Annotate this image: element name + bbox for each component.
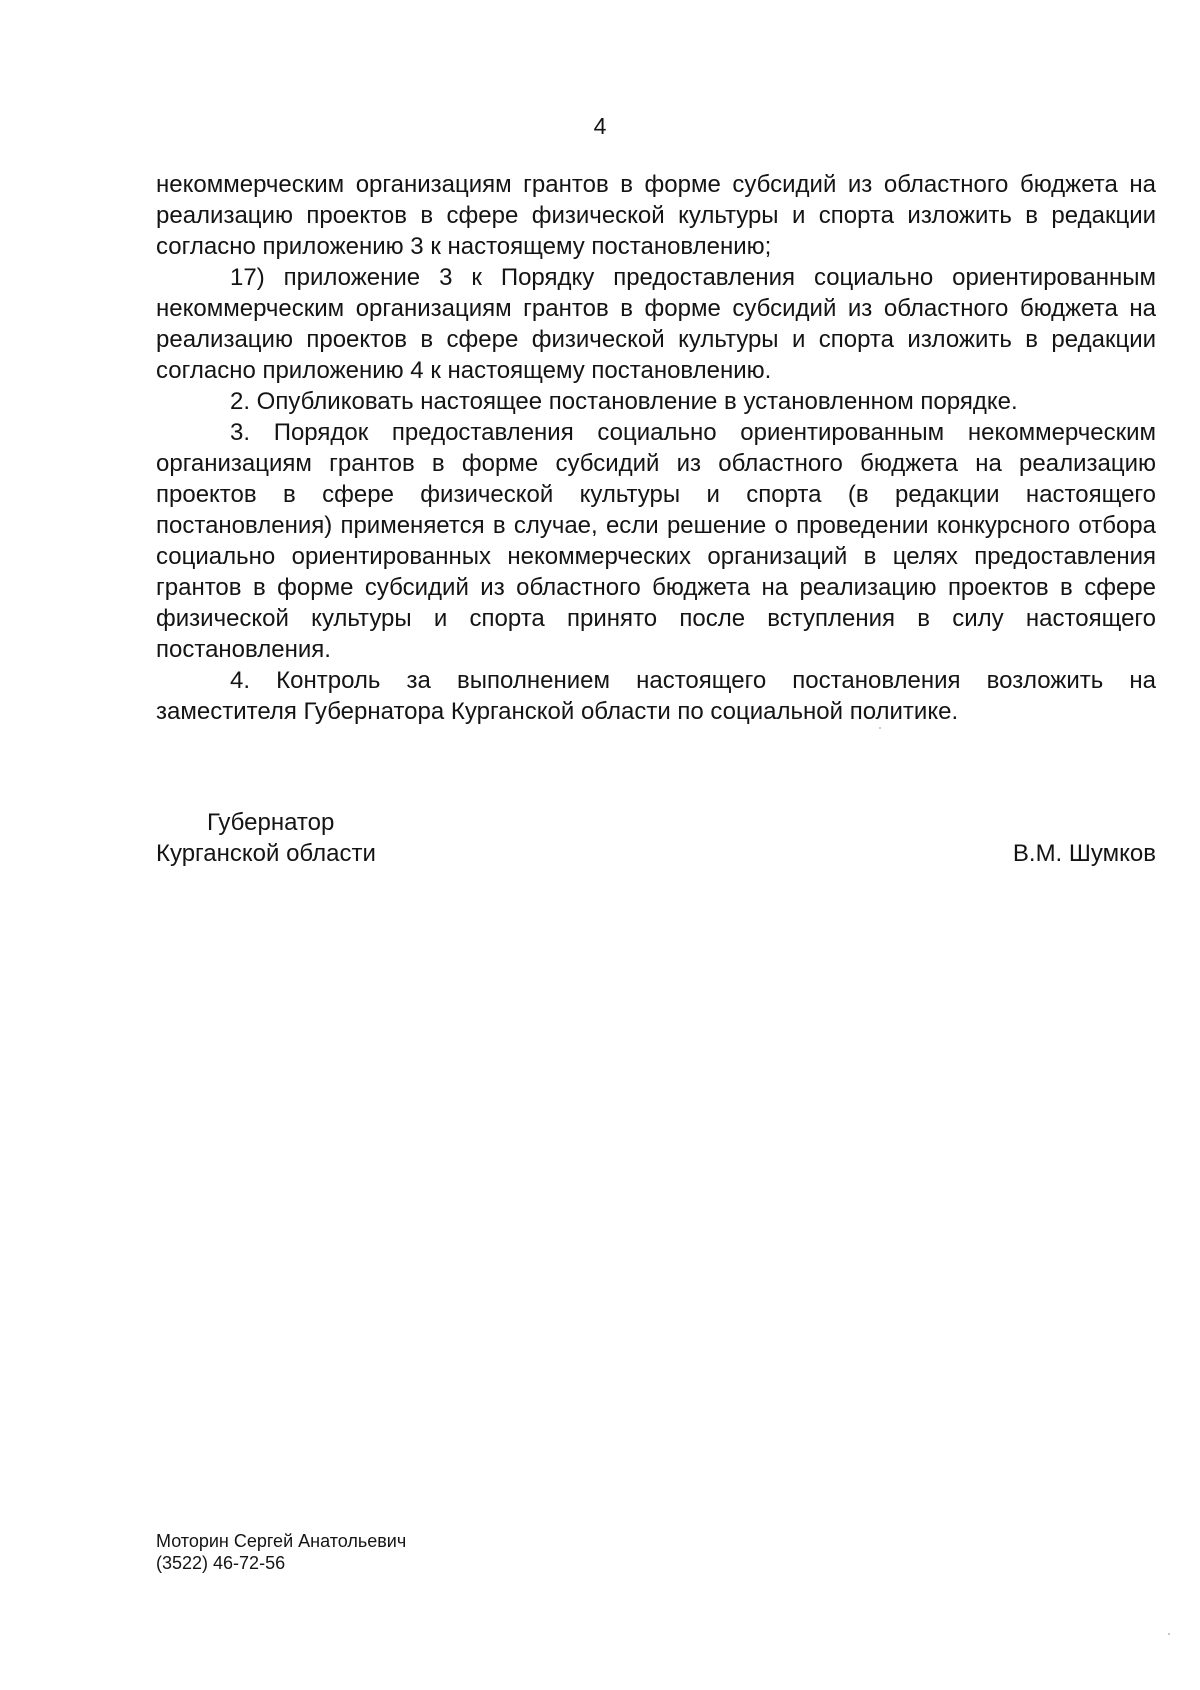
page-number: 4 xyxy=(593,113,607,139)
contact-phone: (3522) 46-72-56 xyxy=(156,1553,286,1573)
scan-speck xyxy=(879,727,881,729)
paragraph-item-17: 17) приложение 3 к Порядку предоставления социально ориентированным некоммерческим организациям грантов в форме субсидий из областного бюджета на реализацию проектов в сфере физической культуры и спорта изложить в редакции согласно приложению 4 к настоящему постановлению. xyxy=(156,264,1156,384)
paragraph-item-2: 2. Опубликовать настоящее постановление в установленном порядке. xyxy=(230,388,1018,415)
signatory-title-line1: Губернатор xyxy=(207,809,335,836)
contact-name: Моторин Сергей Анатольевич xyxy=(156,1531,407,1551)
paragraph-item-3: 3. Порядок предоставления социально ориентированным некоммерческим организациям грантов в форме субсидий из областного бюджета на реализацию проектов в сфере физической культуры и спорта (в редакции настоящего постановления) применяется в случае, если решение о проведении конкурсного отбора социально ориентированных некоммерческих организаций в целях предоставления грантов в форме субсидий из областного бюджета на реализацию проектов в сфере физической культуры и спорта принято после вступления в силу настоящего постановления. xyxy=(156,419,1156,663)
contact-block xyxy=(156,1530,406,1574)
signatory-title-line2: Курганской области xyxy=(156,840,376,867)
signature-block xyxy=(156,807,1156,877)
scan-speck xyxy=(1168,1633,1170,1635)
paragraph-item-4: 4. Контроль за выполнением настоящего постановления возложить на заместителя Губернатора Курганской области по социальной политике. xyxy=(156,667,1156,725)
document-body xyxy=(156,169,1156,727)
signatory-name: В.М. Шумков xyxy=(1012,840,1156,867)
paragraph-continuation: некоммерческим организациям грантов в форме субсидий из областного бюджета на реализацию проектов в сфере физической культуры и спорта изложить в редакции согласно приложению 3 к настоящему постановлению; xyxy=(156,171,1156,260)
